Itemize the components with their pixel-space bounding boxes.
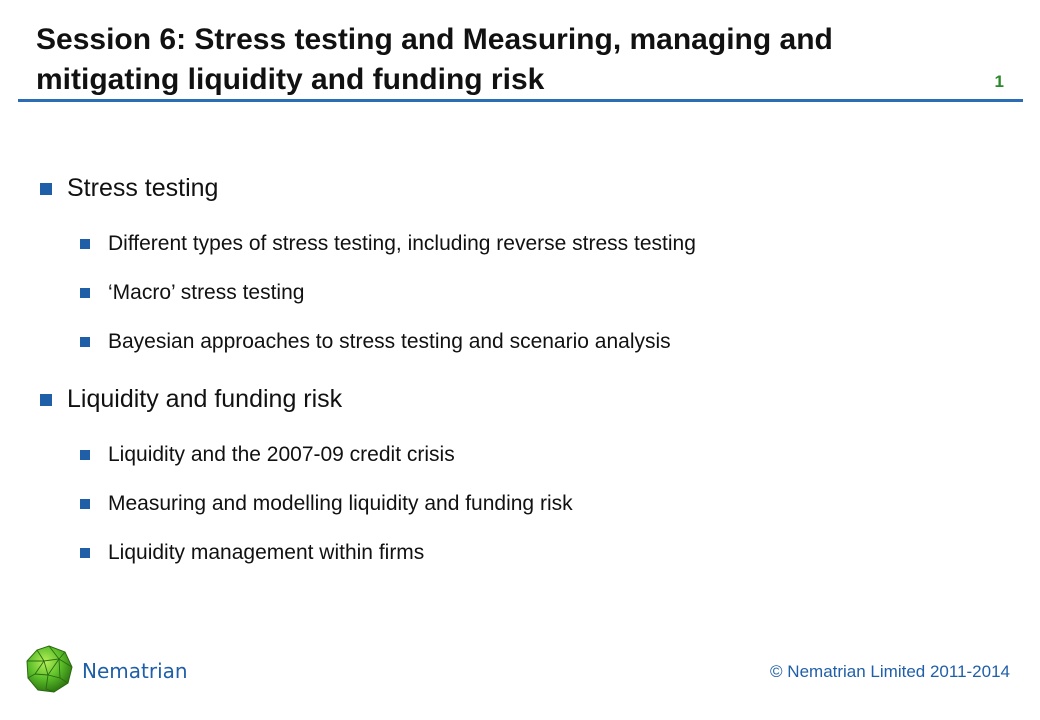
sub-bullet — [80, 281, 304, 305]
sub-bullet — [80, 232, 696, 256]
square-bullet-icon — [80, 548, 90, 558]
sub-bullet-text: Liquidity management within firms — [108, 541, 425, 564]
square-bullet-icon — [80, 499, 90, 509]
sub-bullet-text: Different types of stress testing, including reverse stress testing — [108, 232, 696, 255]
sub-bullet-text: Measuring and modelling liquidity and funding risk — [108, 492, 573, 515]
sub-bullet — [80, 330, 671, 354]
bullet-text: Liquidity and funding risk — [67, 385, 343, 413]
square-bullet-icon — [40, 183, 52, 195]
square-bullet-icon — [80, 288, 90, 298]
bullet-stress-testing — [40, 174, 218, 203]
sub-bullet-text: ‘Macro’ stress testing — [108, 281, 305, 304]
sub-bullet — [80, 492, 573, 516]
green-polyhedron-logo-icon — [24, 644, 74, 694]
sub-bullet — [80, 443, 455, 467]
slide-number: 1 — [994, 72, 1004, 91]
slide-title: Session 6: Stress testing and Measuring, managing and mitigating liquidity and funding risk — [36, 23, 833, 96]
square-bullet-icon — [40, 394, 52, 406]
sub-bullet-text: Liquidity and the 2007-09 credit crisis — [108, 443, 455, 466]
bullet-liquidity-funding-risk — [40, 385, 342, 414]
square-bullet-icon — [80, 239, 90, 249]
sub-bullet-text: Bayesian approaches to stress testing and scenario analysis — [108, 330, 671, 353]
square-bullet-icon — [80, 450, 90, 460]
footer-copyright: © Nematrian Limited 2011-2014 — [770, 662, 1010, 681]
bullet-text: Stress testing — [67, 174, 219, 202]
sub-bullet — [80, 541, 424, 565]
square-bullet-icon — [80, 337, 90, 347]
footer-brand: Nematrian — [82, 659, 188, 683]
